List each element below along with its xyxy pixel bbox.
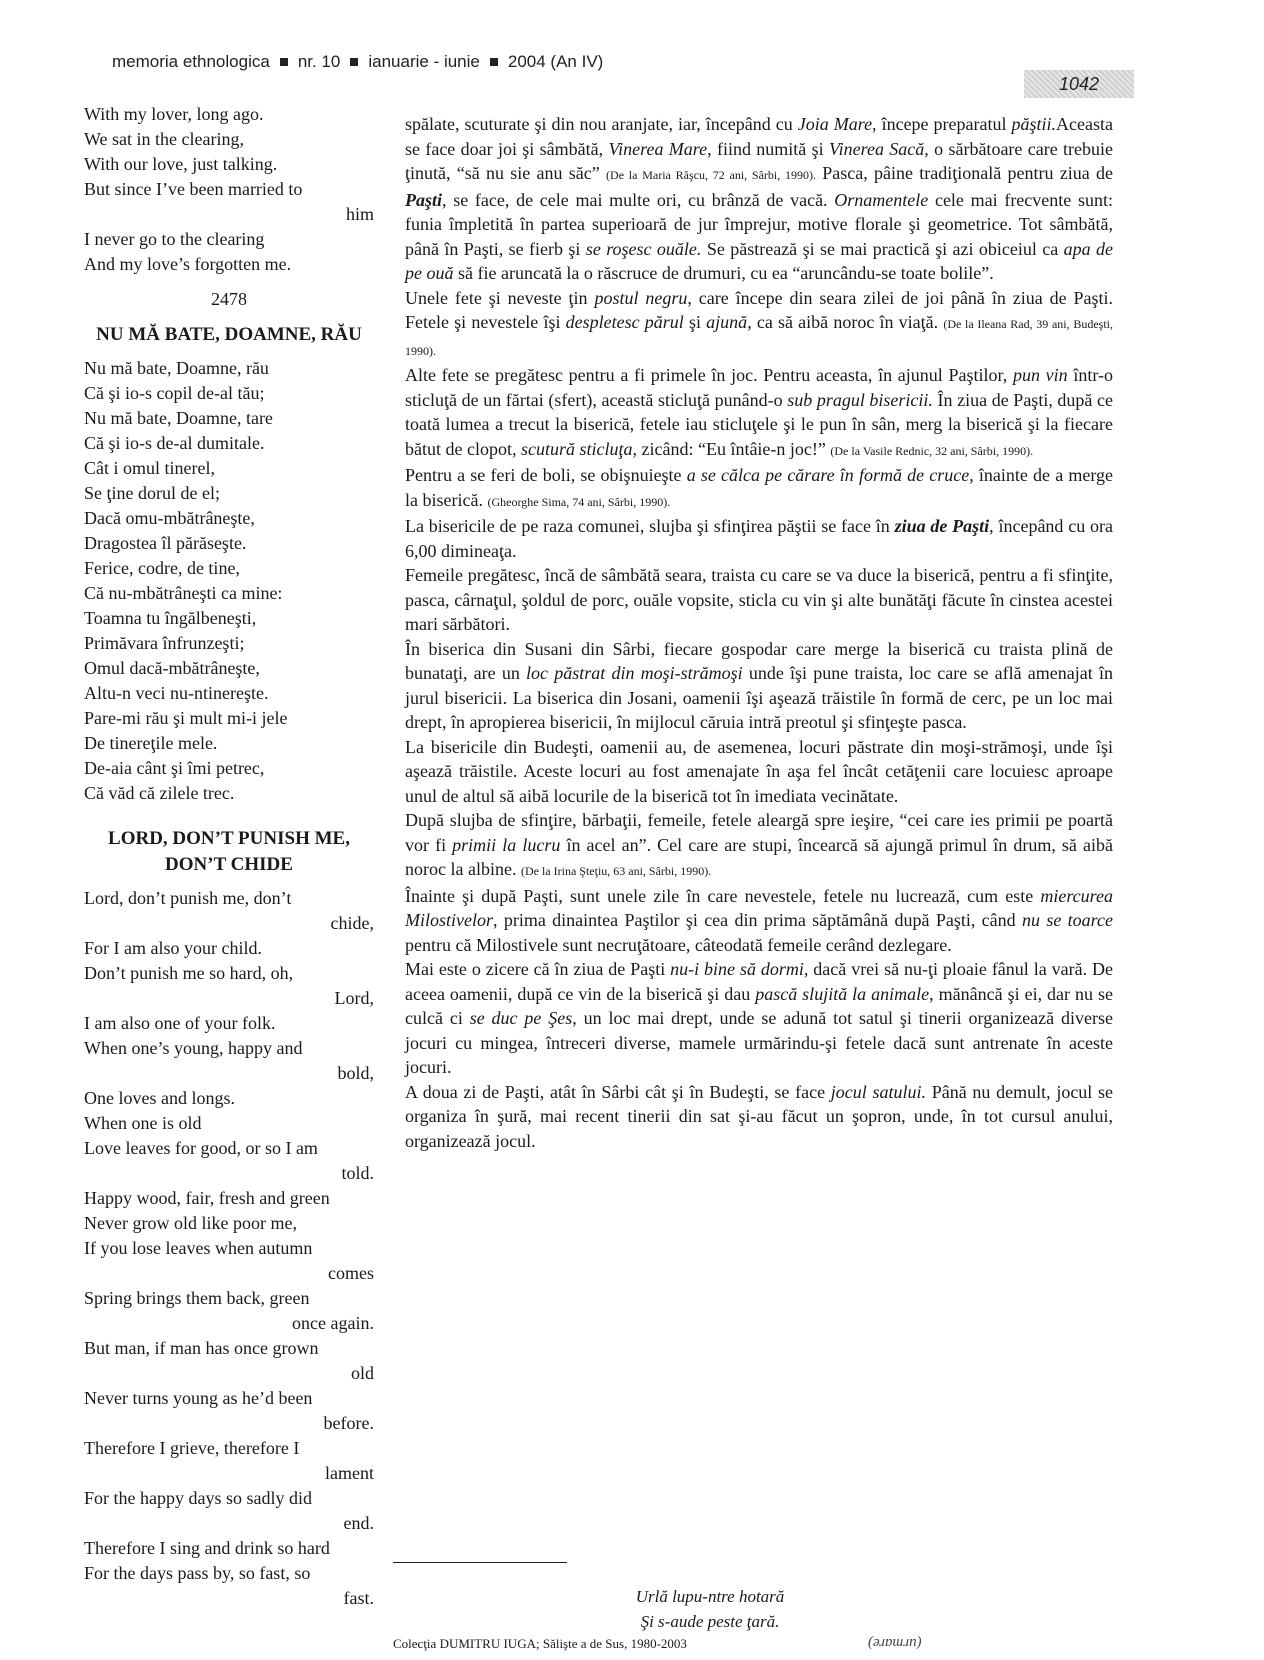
poem-line: Primăvara înfrunzeşti; xyxy=(84,633,245,653)
separator-square-icon xyxy=(280,58,288,66)
poem-line: Don’t punish me so hard, oh, Lord, xyxy=(84,963,374,1008)
english-poem-title: LORD, DON’T PUNISH ME, DON’T CHIDE xyxy=(108,828,350,875)
text-paragraph: La bisericile din Budeşti, oamenii au, de asemenea, locuri păstrate din moşi-strămoşi, unde îşi aşează trăistile. Aceste locuri au fost amenajate în aşa fel încât cetăţenii care locuiesc aproape unul de altul să aibă locurile de la biserică tot în imediata vecinătate. xyxy=(405,736,1113,806)
poem-line: De-aia cânt şi îmi petrec, xyxy=(84,758,265,778)
poem-line: Că văd că zilele trec. xyxy=(84,783,235,803)
issue-number: nr. 10 xyxy=(297,52,341,71)
poem-line: We sat in the clearing, xyxy=(84,129,244,149)
poem-line: Se ţine dorul de el; xyxy=(84,483,220,503)
poem-line: Never grow old like poor me, xyxy=(84,1213,297,1233)
poem-line: Cât i omul tinerel, xyxy=(84,458,215,478)
poem-line: But since I’ve been married to him xyxy=(84,179,374,224)
poem-line: I am also one of your folk. xyxy=(84,1013,276,1033)
poem-line: Spring brings them back, green once again. xyxy=(84,1288,374,1333)
issue-year: 2004 (An IV) xyxy=(507,52,604,71)
text-paragraph: Mai este o zicere că în ziua de Paşti nu-i bine să dormi, dacă vrei să nu-ţi ploaie fânul la vară. De aceea oamenii, după ce vin de la biserică şi dau pască slujită la animale, mănâncă şi ei, dar nu se culcă ci se duc pe Şes, un loc mai drept, unde se adună tot satul şi tinerii organizează diverse jocuri cu mingea, întreceri diverse, mamele urmărindu-şi fetele dacă sunt antrenate în aceste jocuri. xyxy=(405,959,1113,1077)
text-paragraph: La bisericile de pe raza comunei, slujba şi sfinţirea păştii se face în ziua de Paşti, începând cu ora 6,00 dimineaţa. xyxy=(405,516,1113,561)
poem-line: Că şi io-s de-al dumitale. xyxy=(84,433,265,453)
issue-period: ianuarie - iunie xyxy=(368,52,480,71)
separator-square-icon xyxy=(490,58,498,66)
page-number: 1042 xyxy=(1024,70,1134,98)
verse-line: Urlă lupu-ntre hotară xyxy=(635,1587,785,1606)
collection-credit: Colecţia DUMITRU IUGA; Sălişte a de Sus, 1980-2003 xyxy=(393,1636,687,1651)
poem-line: With our love, just talking. xyxy=(84,154,278,174)
poem-line: One loves and longs. xyxy=(84,1088,235,1108)
poem-number: 2478 xyxy=(211,289,247,309)
text-paragraph: Femeile pregătesc, încă de sâmbătă seara, traista cu care se va duce la biserică, pentru a fi sfinţite, pasca, cârnaţul, şoldul de porc, ouăle vopsite, sticla cu vin şi alte bunătăţi făcute în cinstea acestei mari sărbători. xyxy=(405,565,1113,634)
poem-line: Love leaves for good, or so I am told. xyxy=(84,1138,374,1183)
text-paragraph: După slujba de sfinţire, bărbaţii, femeile, fetele aleargă spre ieşire, “cei care ies primii pe poartă vor fi primii la lucru în acel an”. Cel care are stupi, încearcă să ajungă primul în drum, să aibă noroc la albine. (De la Irina Şteţiu, 63 ani, Sârbi, 1990). xyxy=(405,810,1113,879)
poem-line: Omul dacă-mbătrâneşte, xyxy=(84,658,260,678)
poem-line: And my love’s forgotten me. xyxy=(84,254,292,274)
closing-verse xyxy=(560,1584,860,1634)
poem-line: With my lover, long ago. xyxy=(84,104,264,124)
text-paragraph: spălate, scuturate şi din nou aranjate, iar, începând cu Joia Mare, începe preparatul păştii.Aceasta se face doar joi şi sâmbătă, Vinerea Mare, fiind numită şi Vinerea Sacă, o sărbătoare care trebuie ţinută, “să nu sie anu săc” (De la Maria Răşcu, 72 ani, Sârbi, 1990). Pasca, pâine tradiţională pentru ziua de Paşti, se face, de cele mai multe ori, cu brânză de vacă. Ornamentele cele mai frecvente sunt: funia împletită în partea superioară de jur împrejur, motive florale şi geometrice. Tot sâmbătă, până în Paşti, se fierb şi se roşesc ouăle. Se păstrează şi se mai practică şi azi obiceiul ca apa de pe ouă să fie aruncată la o răscruce de drumuri, cu ea “aruncându-se toate bolile”. xyxy=(405,114,1114,283)
poem-line: Therefore I sing and drink so hard xyxy=(84,1538,330,1558)
poem-line: For I am also your child. xyxy=(84,938,262,958)
continuation-mark: (urmare) xyxy=(868,1635,922,1651)
text-paragraph: Alte fete se pregătesc pentru a fi primele în joc. Pentru aceasta, în ajunul Paştilor, pun vin într-o sticluţă de un fărtai (sfert), această sticluţă punând-o sub pragul bisericii. În ziua de Paşti, după ce toată lumea a trecut la biserică, fetele iau sticluţele şi le pun în sân, merg la biserică şi la fiecare bătut de clopot, scutură sticluţa, zicând: “Eu întâie-n joc!” (De la Vasile Rednic, 32 ani, Sârbi, 1990). xyxy=(405,365,1113,459)
poem-line: When one is old xyxy=(84,1113,202,1133)
poem-continuation xyxy=(84,102,374,277)
text-paragraph: A doua zi de Paşti, atât în Sârbi cât şi în Budeşti, se face jocul satului. Până nu demult, jocul se organiza în şură, mai recent tinerii din sat şi-au făcut un şopron, unde, în tot cursul anului, organizează jocul. xyxy=(405,1081,1114,1151)
poem-line: For the days pass by, so fast, so fast. xyxy=(84,1563,374,1608)
text-paragraph: Pentru a se feri de boli, se obişnuieşte a se călca pe cărare în formă de cruce, înainte de a merge la biserică. (Gheorghe Sima, 74 ani, Sârbi, 1990). xyxy=(405,465,1113,510)
poem-line: Lord, don’t punish me, don’t chide, xyxy=(84,888,374,933)
verse-line: Şi s-aude peste ţară. xyxy=(640,1612,780,1631)
english-poem xyxy=(84,886,374,1611)
romanian-poem-title: NU MĂ BATE, DOAMNE, RĂU xyxy=(96,324,362,345)
poem-line: Happy wood, fair, fresh and green xyxy=(84,1188,330,1208)
poem-line: But man, if man has once grown old xyxy=(84,1338,374,1383)
poem-line: When one’s young, happy and bold, xyxy=(84,1038,374,1083)
poem-line: If you lose leaves when autumn comes xyxy=(84,1238,374,1283)
poem-line: For the happy days so sadly did end. xyxy=(84,1488,374,1533)
poem-line: I never go to the clearing xyxy=(84,229,265,249)
poem-line: Nu mă bate, Doamne, rău xyxy=(84,358,269,378)
poem-line: Toamna tu îngălbeneşti, xyxy=(84,608,257,628)
poem-line: Că nu-mbătrâneşti ca mine: xyxy=(84,583,283,603)
ethnographic-text xyxy=(405,112,1113,1153)
text-paragraph: În biserica din Susani din Sârbi, fiecare gospodar care merge la biserică cu traista plină de bunataţi, are un loc păstrat din moşi-strămoşi unde îşi pune traista, loc care se află amenajat în jurul bisericii. La biserica din Josani, oamenii îşi aşează trăistile în formă de cerc, pe un loc mai drept, în apropierea bisericii, în mijlocul căruia intră preotul şi sfinţeşte pasca. xyxy=(405,638,1113,732)
poem-line: De tinereţile mele. xyxy=(84,733,218,753)
text-paragraph: Unele fete şi neveste ţin postul negru, care începe din seara zilei de joi până în ziua de Paşti. Fetele şi nevestele îşi despletesc părul şi ajună, ca să aibă noroc în viaţă. (De la Ileana Rad, 39 ani, Budeşti, 1990). xyxy=(405,287,1113,358)
poem-line: Altu-n veci nu-ntinereşte. xyxy=(84,683,269,703)
poem-line: Therefore I grieve, therefore I lament xyxy=(84,1438,374,1483)
poem-line: Ferice, codre, de tine, xyxy=(84,558,240,578)
poem-column xyxy=(84,102,374,1611)
poem-line: Pare-mi rău şi mult mi-i jele xyxy=(84,708,288,728)
running-header xyxy=(112,52,1142,72)
poem-line: Dragostea îl părăseşte. xyxy=(84,533,247,553)
romanian-poem xyxy=(84,356,374,806)
poem-line: Că şi io-s copil de-al tău; xyxy=(84,383,265,403)
footnote-rule xyxy=(393,1562,567,1563)
poem-line: Never turns young as he’d been before. xyxy=(84,1388,374,1433)
journal-name: memoria ethnologica xyxy=(112,52,270,71)
poem-line: Nu mă bate, Doamne, tare xyxy=(84,408,273,428)
text-paragraph: Înainte şi după Paşti, sunt unele zile în care nevestele, fetele nu lucrează, cum este miercurea Milostivelor, prima dinaintea Paştilor şi cea din prima săptămână după Paşti, când nu se toarce pentru că Milostivele sunt necruţătoare, câteodată femeile cerând dezlegare. xyxy=(405,885,1114,955)
poem-line: Dacă omu-mbătrâneşte, xyxy=(84,508,255,528)
separator-square-icon xyxy=(350,58,358,66)
